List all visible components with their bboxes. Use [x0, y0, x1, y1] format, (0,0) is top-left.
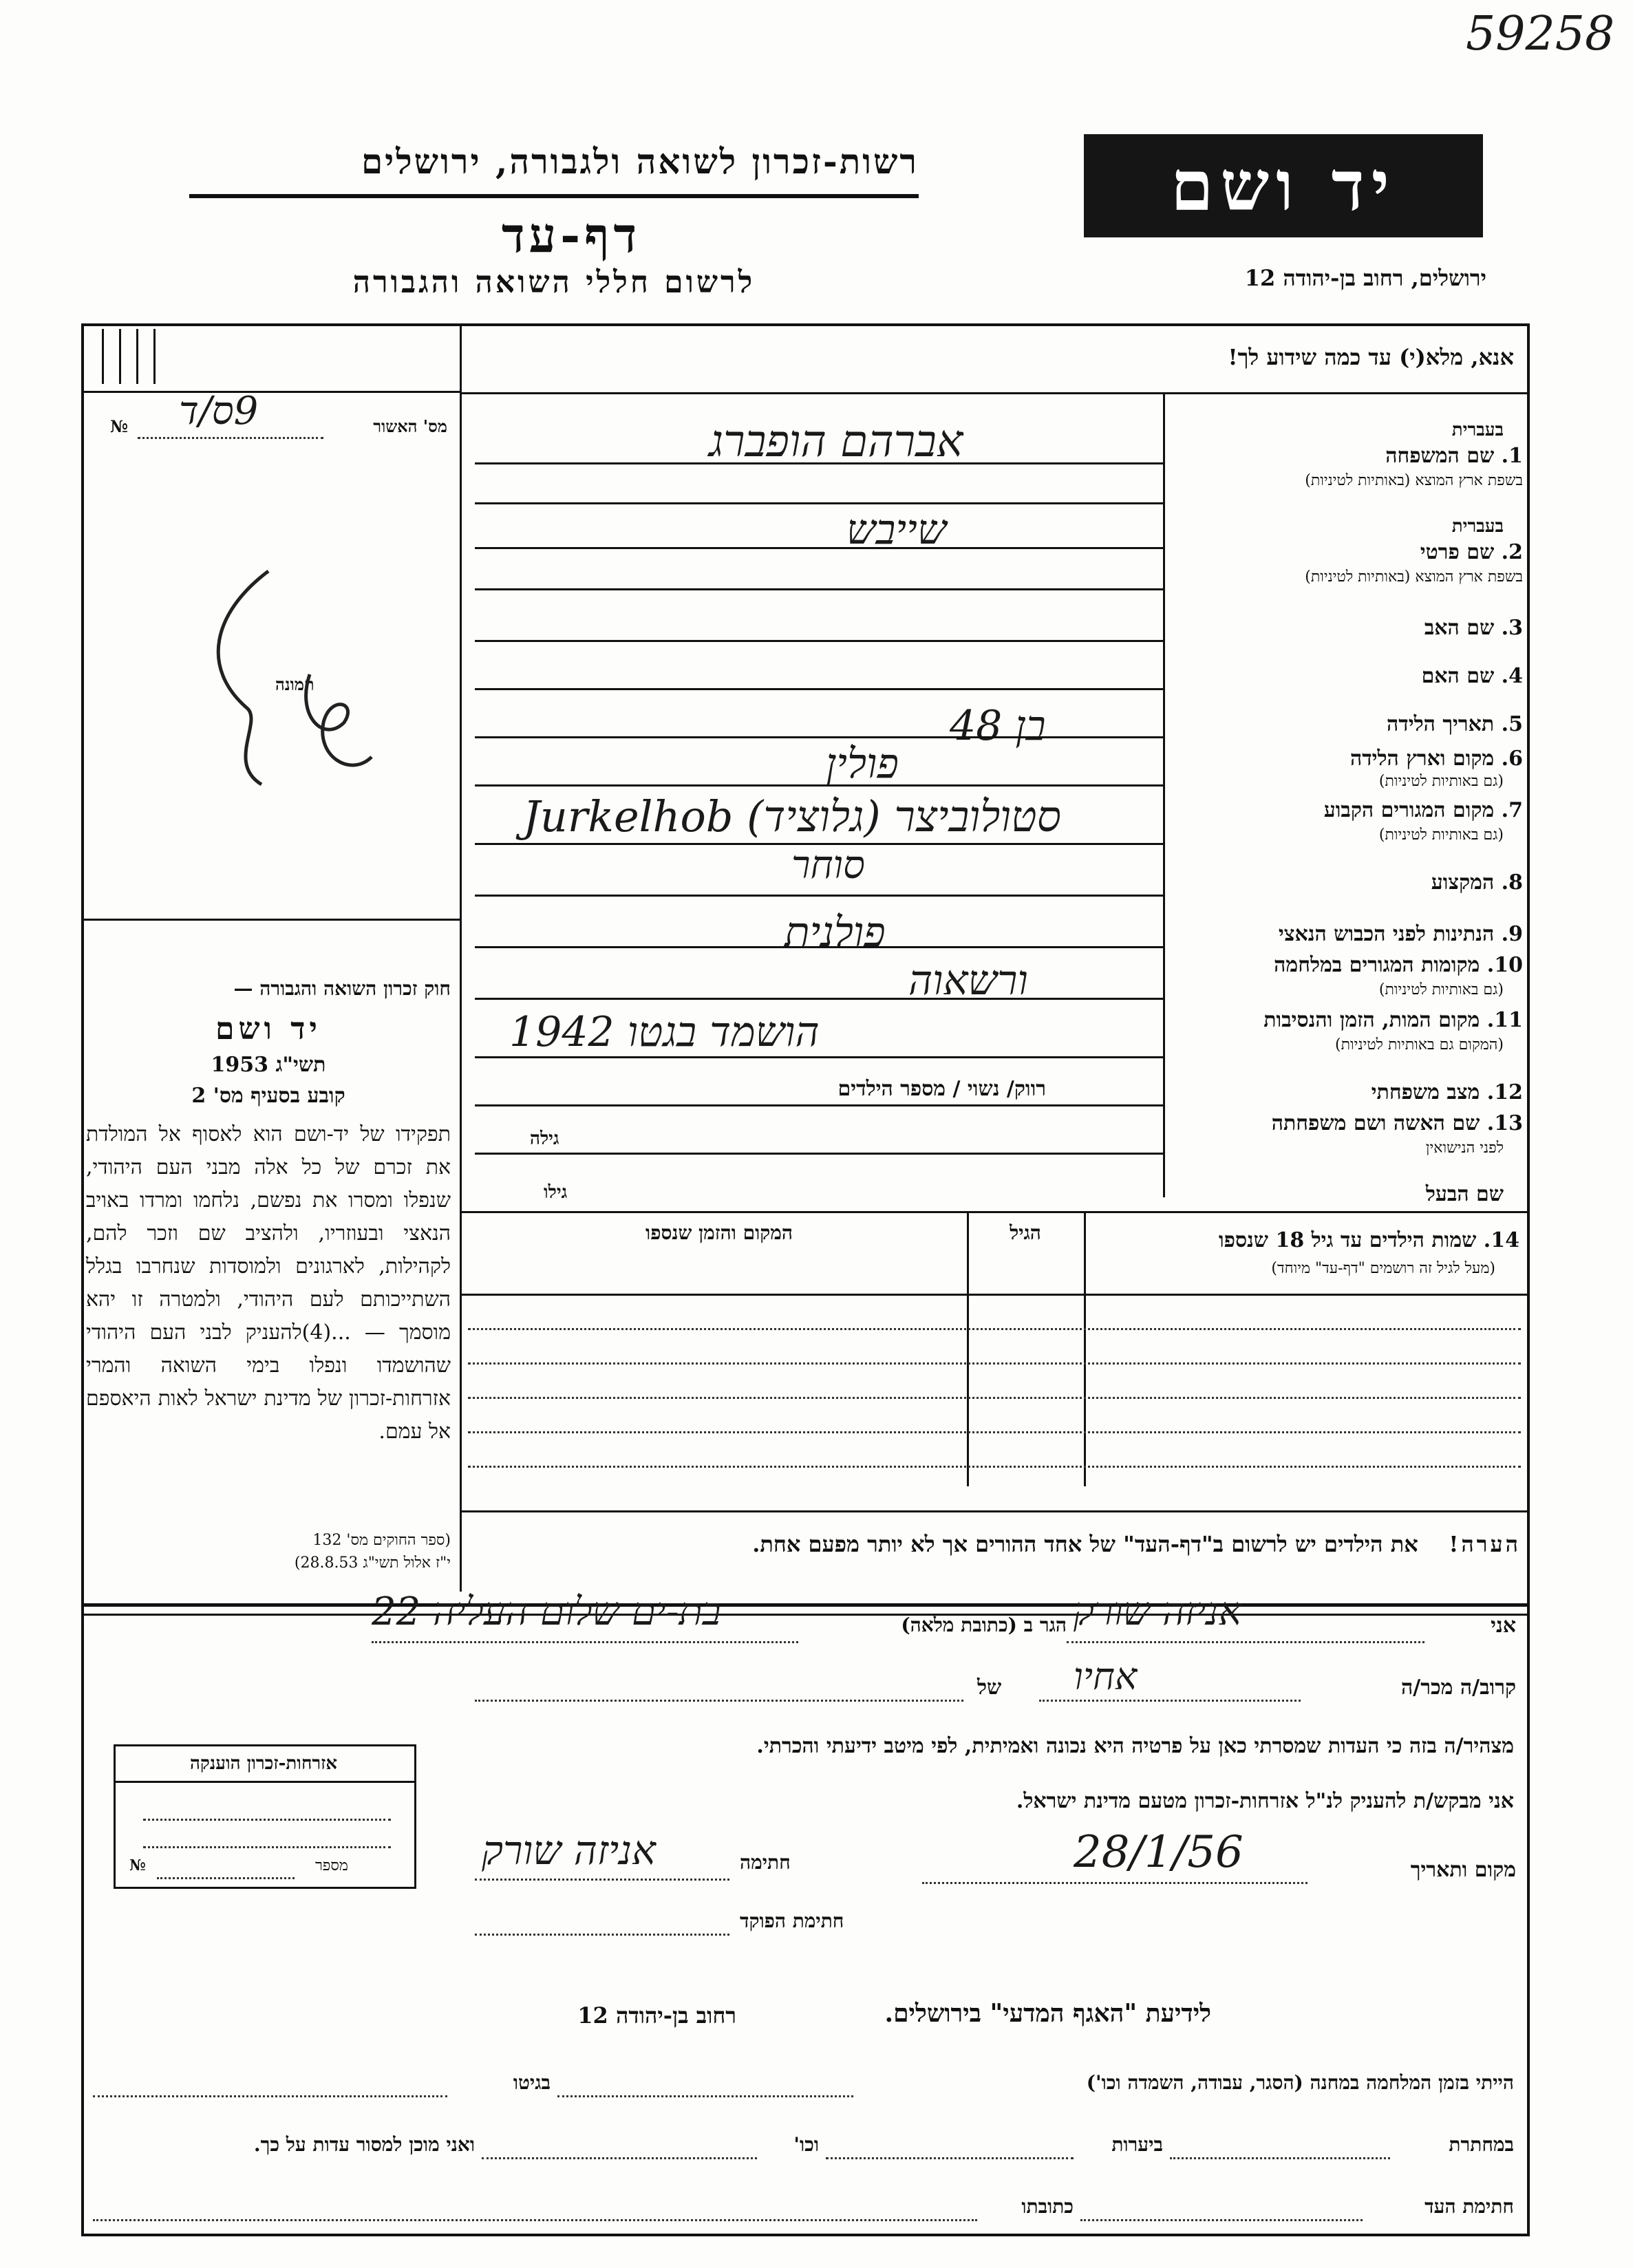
- citizenship-number-label: מספר: [315, 1857, 348, 1874]
- wife-name-line: [475, 1153, 1163, 1155]
- approval-no-sign: №: [110, 416, 129, 436]
- logo-text: יד ושם: [1171, 145, 1396, 226]
- field13-note: לפני הנישואין: [1425, 1140, 1504, 1157]
- field7-label: [1324, 798, 1523, 822]
- children-bottom-line: [460, 1510, 1528, 1512]
- witness-address-line: [372, 1641, 798, 1643]
- field10-label-text: מקומות המגורים במלחמה: [1274, 953, 1480, 977]
- form-title: דף-עד: [501, 206, 641, 264]
- field11-number: 11.: [1486, 1008, 1523, 1032]
- field2-latin-note: בשפת ארץ המוצא (באותיות לטיניות): [1305, 568, 1523, 586]
- children-col-place: המקום והזמן שנספו: [645, 1221, 793, 1244]
- footer-line1-end: בגיטו: [513, 2071, 551, 2094]
- place-date-label: מקום ותאריך: [1410, 1858, 1516, 1882]
- side-divider: [460, 325, 462, 1592]
- children-title: 14. שמות הילדים עד גיל 18 שנספו: [1218, 1228, 1519, 1252]
- children-row-2: [468, 1362, 1521, 1365]
- field12-label: [1371, 1080, 1523, 1104]
- birth-date-line: [475, 736, 1163, 738]
- field1-label-text: שם המשפחה: [1385, 444, 1495, 468]
- marital-line: [475, 1104, 1163, 1106]
- field5-number: 5.: [1501, 712, 1523, 736]
- witness-name-line: [1067, 1641, 1424, 1643]
- field2-label: [1420, 540, 1523, 564]
- occupation-line: [475, 895, 1163, 897]
- field1-latin-note: בשפת ארץ המוצא (באותיות לטיניות): [1305, 472, 1523, 489]
- field12-label-text: מצב משפחתי: [1371, 1080, 1480, 1104]
- field11-latin-note: (המקום גם באותיות לטיניות): [1335, 1036, 1504, 1053]
- place-date-line: [922, 1882, 1308, 1884]
- labels-divider: [1163, 392, 1165, 1197]
- signature-value: אניזה שורק: [482, 1827, 656, 1874]
- signature-line: [475, 1879, 729, 1881]
- field8-label-text: המקצוע: [1431, 870, 1495, 895]
- field7-label-text: מקום המגורים הקבוע: [1323, 798, 1495, 822]
- citizenship-number-sign: №: [129, 1857, 146, 1874]
- field9-number: 9.: [1501, 922, 1523, 946]
- children-row-1: [468, 1328, 1521, 1330]
- birth-place-line: [475, 784, 1163, 787]
- footer-line1-blank: [557, 2095, 853, 2097]
- husband-age-label: גילו: [544, 1182, 568, 1203]
- children-col-divider-2: [967, 1211, 969, 1486]
- field2-number: 2.: [1501, 540, 1523, 564]
- yad-vashem-logo: [1084, 134, 1483, 237]
- photo-area: [186, 557, 420, 805]
- field13-label: [1272, 1111, 1523, 1135]
- approval-number: 9ס/ד: [179, 389, 259, 434]
- field6-label: [1350, 747, 1523, 771]
- field4-label-text: שם האם: [1421, 664, 1495, 688]
- field10-latin-note: (גם באותיות לטיניות): [1378, 981, 1504, 998]
- footer-divider: [83, 1603, 1528, 1607]
- header-underline: [189, 194, 919, 198]
- photo-label: תמונה: [275, 674, 314, 694]
- law-text: תפקידו של יד-ושם הוא לאסוף אל המולדת את זכרם של כל אלה מבני העם היהודי, שנפלו ומסרו את נפשם, נלחמו ומרדו באויב הנאצי ובעוזריו, ולהציב שם וזכר להם, לקהילות, לארגונים ולמוסדות שנחרבו בגלל השתייכותם לעם היהודי, ולמטרה זו יהא מוסמך — ...(4)להעניק לבני העם היהודי שהושמדו ונפלו בימי השואה והמרי אזרחות-זכרון של מדינת ישראל לאות היאספם אל עמם.: [86, 1122, 451, 1444]
- field10-label: [1274, 953, 1523, 977]
- form-subtitle: לרשום חללי השואה והגבורה: [352, 265, 756, 300]
- field9-label-text: הנתינות לפני הכבוש הנאצי: [1278, 922, 1495, 946]
- header-address: ירושלים, רחוב בן-יהודה 12: [1244, 265, 1486, 291]
- field13-number: 13.: [1486, 1111, 1523, 1135]
- footer-line1-blank-2: [93, 2095, 447, 2097]
- footer-line2-blank-3: [482, 2157, 757, 2159]
- children-row-5: [468, 1466, 1521, 1468]
- footer-line3-blank-1: [1080, 2219, 1363, 2221]
- death-line: [475, 1056, 1163, 1058]
- date-value: 28/1/56: [1074, 1827, 1244, 1878]
- wartime-residence-line: [475, 998, 1163, 1000]
- citizenship-line: [475, 946, 1163, 948]
- field2-hebrew-label: בעברית: [1451, 516, 1504, 537]
- field3-number: 3.: [1501, 616, 1523, 640]
- relation-value: אחיו: [1074, 1655, 1138, 1698]
- footer-line3-blank-2: [93, 2219, 977, 2221]
- law-reference-1: (ספר החוקים מס' 132: [312, 1532, 451, 1549]
- field10-number: 10.: [1486, 953, 1523, 977]
- residence-value: Jurkelhob (גלוציד) סטולוביצר: [523, 791, 1061, 842]
- approval-line: [138, 437, 323, 439]
- signature-label: חתימה: [740, 1851, 791, 1874]
- occupation-value: סוחר: [791, 843, 865, 888]
- field1-number: 1.: [1501, 444, 1523, 468]
- field11-label: [1263, 1008, 1523, 1032]
- birth-date-value: בן 48: [950, 702, 1046, 750]
- footer-line2-mid2: וכו': [793, 2133, 819, 2156]
- footer-divider-2: [83, 1614, 1528, 1616]
- first-name-value: שייבש: [846, 506, 947, 554]
- authority-name: רשות-זכרון לשואה ולגבורה, ירושלים: [361, 141, 919, 182]
- mother-name-line: [475, 688, 1163, 690]
- witness-name-value: אניזה שורק: [1074, 1590, 1242, 1634]
- footer-address: רחוב בן-יהודה 12: [577, 2002, 736, 2029]
- footer-line3-start: חתימת העד: [1424, 2195, 1514, 2218]
- note-label: הערה!: [1449, 1531, 1521, 1557]
- field8-label: [1431, 870, 1523, 895]
- field1-hebrew-label: בעברית: [1451, 420, 1504, 440]
- field5-label: [1387, 712, 1523, 736]
- footer-title: לידיעת "האגף המדעי" בירושלים.: [884, 1999, 1211, 2028]
- declaration-i-label: אני: [1491, 1614, 1516, 1638]
- field11-label-text: מקום המות, הזמן והנסיבות: [1263, 1008, 1480, 1032]
- instruction-line: [460, 392, 1528, 394]
- first-name-line: [475, 547, 1163, 549]
- law-year: תשי"ג 1953: [211, 1053, 326, 1077]
- field2-label-text: שם פרטי: [1420, 540, 1495, 564]
- form-instruction: אנא, מלא(י) עד כמה שידוע לך!: [1228, 344, 1514, 370]
- of-label: של: [977, 1676, 1002, 1700]
- children-col-divider-1: [1084, 1211, 1086, 1486]
- husband-label: שם הבעל: [1425, 1182, 1504, 1206]
- declaration-statement: מצהיר/ה בזה כי העדות שמסרתי כאן על פרטיה היא נכונה ואמיתית, לפי מיטב ידיעתי והכרתי.: [756, 1734, 1514, 1758]
- children-col-age: הגיל: [1010, 1221, 1041, 1244]
- clerk-signature-label: חתימת הפוקד: [740, 1909, 844, 1932]
- resides-label: הגר ב (כתובת מלאה): [901, 1614, 1067, 1636]
- field3-label: [1424, 616, 1523, 640]
- field13-label-text: שם האשה ושם משפחתה: [1271, 1111, 1480, 1135]
- children-row-3: [468, 1397, 1521, 1399]
- father-name-line: [475, 640, 1163, 642]
- approval-label: מס' האשור: [373, 416, 447, 436]
- law-title: חוק זכרון השואה והגבורה —: [233, 977, 451, 1000]
- children-row-4: [468, 1431, 1521, 1433]
- field4-label: [1422, 664, 1523, 688]
- field4-number: 4.: [1501, 664, 1523, 688]
- footer-line3-end: כתובתו: [1021, 2195, 1074, 2218]
- law-reference-2: י"ז אלול תשי"ג 28.8.53): [294, 1554, 451, 1572]
- field5-label-text: תאריך הלידה: [1387, 712, 1495, 736]
- document-number: 59258: [1466, 7, 1615, 61]
- witness-address-value: בת-ים שלום העליה 22: [372, 1590, 721, 1634]
- relative-label: קרוב/ה מכר/ה: [1401, 1676, 1516, 1700]
- filing-ticks: [88, 329, 171, 384]
- footer-line2-blank-1: [1170, 2157, 1390, 2159]
- field3-label-text: שם האב: [1424, 616, 1495, 640]
- marital-options: רווק/ נשוי / מספר הילדים: [837, 1077, 1046, 1101]
- children-note: (מעל לגיל זה רושמים "דף-עד" מיוחד): [1271, 1260, 1495, 1277]
- field6-label-text: מקום וארץ הלידה: [1349, 747, 1495, 771]
- clerk-signature-line: [475, 1934, 729, 1936]
- footer-line2-start: במחתרת: [1449, 2133, 1514, 2156]
- field12-number: 12.: [1486, 1080, 1523, 1104]
- law-name: יד ושם: [215, 1012, 321, 1047]
- birth-place-value: פולין: [826, 740, 899, 788]
- citizenship-box: [114, 1744, 416, 1889]
- family-name-latin-line: [475, 502, 1163, 504]
- family-name-line: [475, 462, 1163, 464]
- photo-signature-scribble: [186, 557, 420, 805]
- family-name-value: אברהם הופברג: [709, 416, 963, 467]
- field6-number: 6.: [1501, 747, 1523, 771]
- citizenship-value: פולנית: [785, 908, 886, 956]
- citizenship-title: אזרחות-זכרון הוענקה: [189, 1753, 338, 1774]
- field6-latin-note: (גם באותיות לטיניות): [1378, 773, 1504, 790]
- field7-latin-note: (גם באותיות לטיניות): [1378, 826, 1504, 844]
- footer-line2-mid1: ביערות: [1111, 2133, 1163, 2156]
- spouse-bottom-line: [460, 1211, 1528, 1213]
- wife-age-label: גילה: [530, 1128, 559, 1149]
- side-top-line: [83, 391, 460, 393]
- note-row: [475, 1531, 1521, 1557]
- wartime-residence-value: ורשאוה: [908, 956, 1028, 1005]
- declaration-request: אני מבקש/ת להעניק לנ"ל אזרחות-זכרון מטעם מדינת ישראל.: [1016, 1789, 1514, 1813]
- death-value: הושמד בגטו 1942: [509, 1008, 820, 1056]
- law-clause: קובע בסעיף מס' 2: [191, 1084, 345, 1108]
- field8-number: 8.: [1501, 870, 1523, 895]
- field7-number: 7.: [1501, 798, 1523, 822]
- of-line: [475, 1700, 963, 1702]
- field1-label: [1385, 444, 1523, 468]
- footer-line1-start: הייתי בזמן המלחמה במחנה (הסגר, עבודה, השמדה וכו'): [1086, 2071, 1514, 2094]
- field9-label: [1279, 922, 1523, 946]
- note-text: את הילדים יש לרשום ב"דף-העד" של אחד ההורים אך לא יותר מפעם אחת.: [752, 1531, 1418, 1557]
- photo-bottom-line: [83, 919, 460, 921]
- footer-line2-end: ואני מוכן למסור עדות על כך.: [253, 2133, 475, 2156]
- first-name-latin-line: [475, 588, 1163, 590]
- relation-line: [1039, 1700, 1301, 1702]
- footer-line2-blank-2: [826, 2157, 1074, 2159]
- children-header-line: [460, 1294, 1528, 1296]
